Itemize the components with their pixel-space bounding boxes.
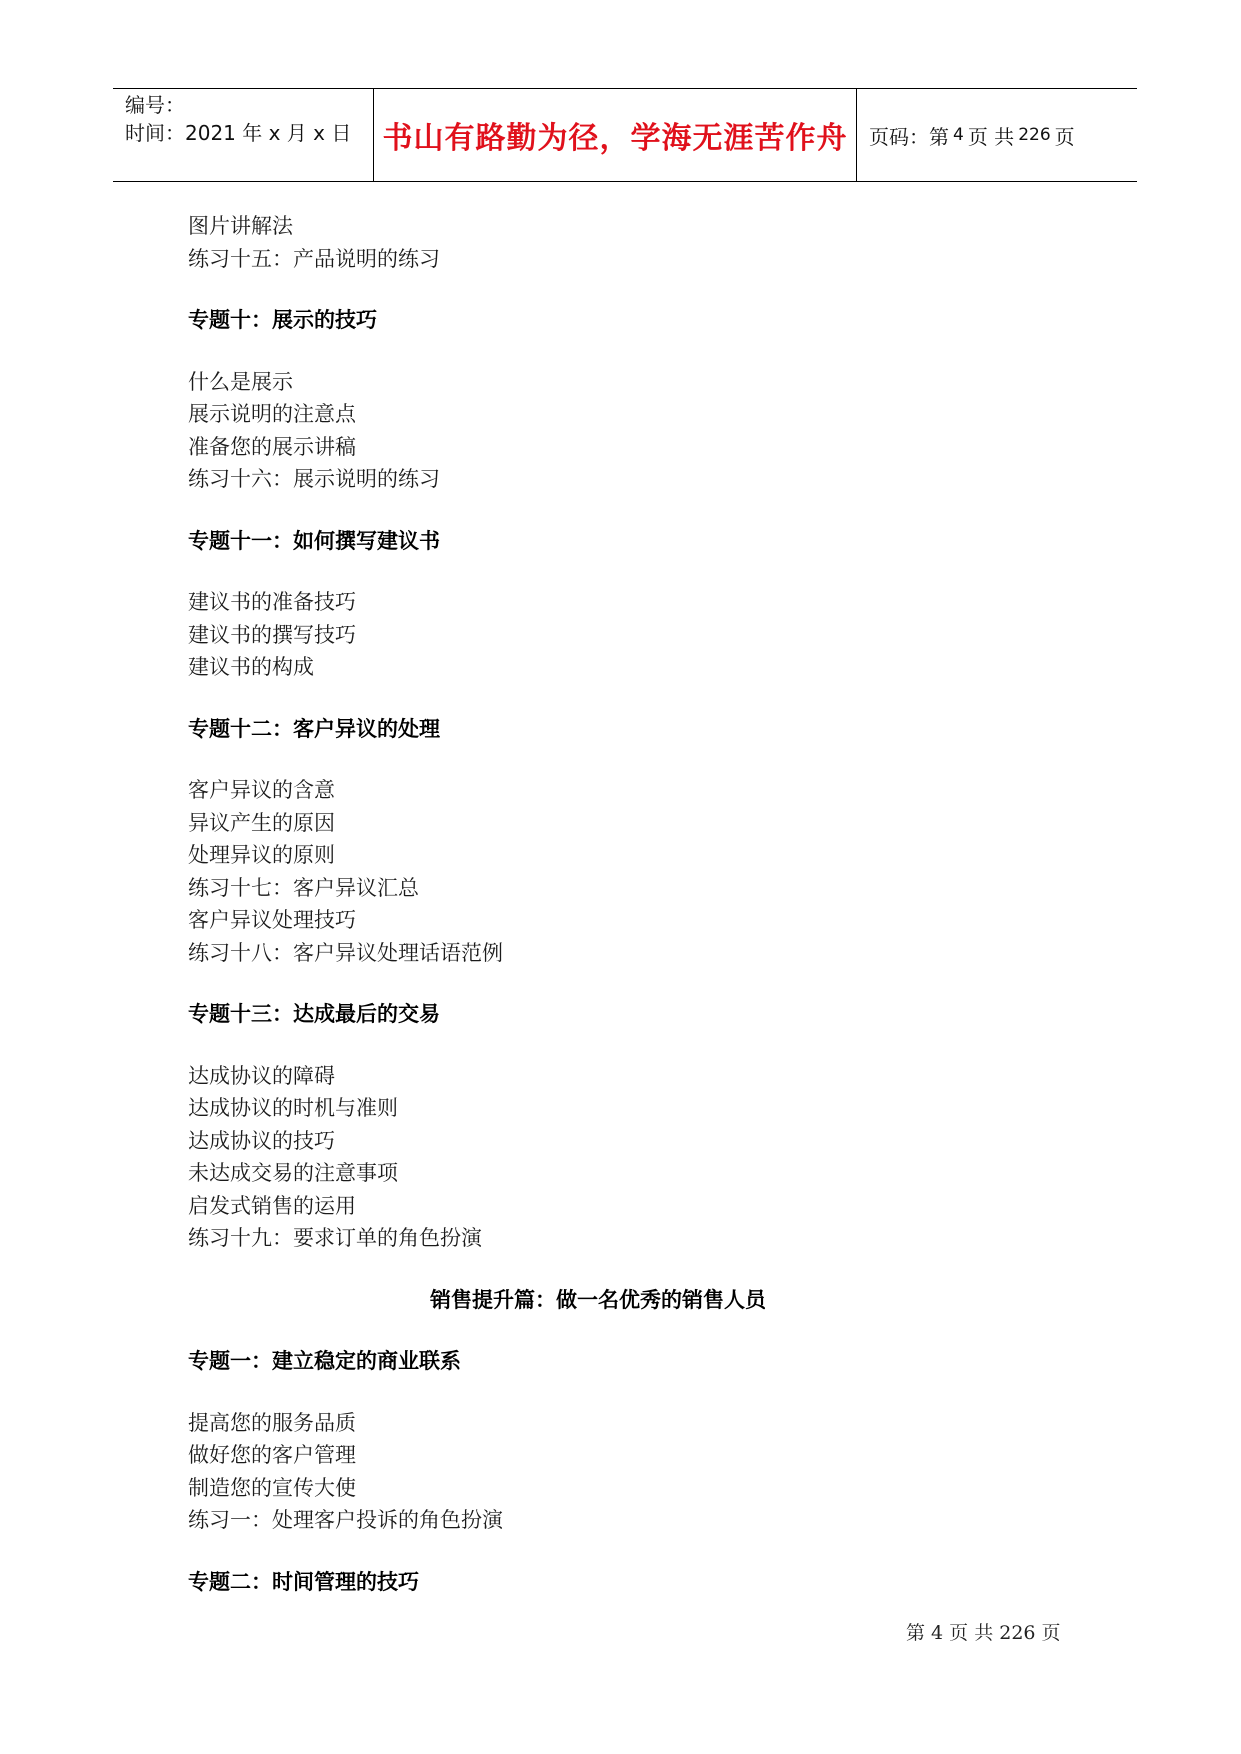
page-total: 226 — [1018, 125, 1051, 145]
list-item: 启发式销售的运用 — [188, 1193, 356, 1218]
list-item: 练习一：处理客户投诉的角色扮演 — [188, 1508, 503, 1532]
section-heading: 专题十二：客户异议的处理 — [188, 716, 440, 741]
page-mid-label: 页 共 — [967, 124, 1015, 149]
list-item: 图片讲解法 — [188, 214, 293, 238]
part-title: 销售提升篇：做一名优秀的销售人员 — [430, 1287, 766, 1312]
list-item: 展示说明的注意点 — [188, 402, 356, 426]
motto: 书山有路勤为径，学海无涯苦作舟 — [382, 121, 848, 156]
list-item: 练习十九：要求订单的角色扮演 — [188, 1226, 482, 1250]
section-heading: 专题十：展示的技巧 — [188, 308, 377, 332]
list-item: 做好您的客户管理 — [188, 1443, 356, 1467]
page-footer: 第 4 页 共 226 页 — [906, 1622, 1061, 1644]
list-item: 提高您的服务品质 — [188, 1410, 356, 1435]
document-date: 时间：2021 年 x 月 x 日 — [125, 121, 352, 145]
page-end-label: 页 — [1054, 124, 1075, 149]
list-item: 练习十七：客户异议汇总 — [188, 875, 419, 900]
page-label: 页码：第 — [869, 124, 949, 149]
list-item: 处理异议的原则 — [188, 843, 335, 867]
section-heading: 专题十一：如何撰写建议书 — [188, 528, 440, 553]
list-item: 建议书的撰写技巧 — [188, 622, 356, 647]
header-meta — [113, 89, 373, 181]
document-number-label: 编号： — [125, 93, 185, 117]
list-item: 达成协议的障碍 — [188, 1063, 335, 1088]
list-item: 练习十六：展示说明的练习 — [188, 467, 440, 491]
page-header — [113, 88, 1137, 182]
section-heading: 专题十三：达成最后的交易 — [188, 1002, 440, 1026]
list-item: 异议产生的原因 — [188, 810, 335, 835]
section-heading: 专题二：时间管理的技巧 — [188, 1569, 419, 1594]
header-page-info — [857, 89, 1137, 181]
header-motto-cell — [373, 89, 857, 181]
list-item: 达成协议的时机与准则 — [188, 1096, 398, 1120]
list-item: 建议书的构成 — [188, 655, 314, 679]
list-item: 练习十八：客户异议处理话语范例 — [188, 940, 503, 965]
list-item: 准备您的展示讲稿 — [188, 434, 356, 459]
list-item: 什么是展示 — [188, 369, 293, 394]
list-item: 客户异议的含意 — [188, 778, 335, 802]
page-number: 4 — [953, 125, 964, 145]
list-item: 达成协议的技巧 — [188, 1128, 335, 1153]
section-heading: 专题一：建立稳定的商业联系 — [188, 1349, 461, 1373]
list-item: 练习十五：产品说明的练习 — [188, 246, 440, 271]
list-item: 制造您的宣传大使 — [188, 1475, 356, 1500]
list-item: 客户异议处理技巧 — [188, 908, 356, 932]
list-item: 建议书的准备技巧 — [188, 590, 356, 614]
document-body — [188, 210, 1068, 1598]
list-item: 未达成交易的注意事项 — [188, 1161, 398, 1185]
